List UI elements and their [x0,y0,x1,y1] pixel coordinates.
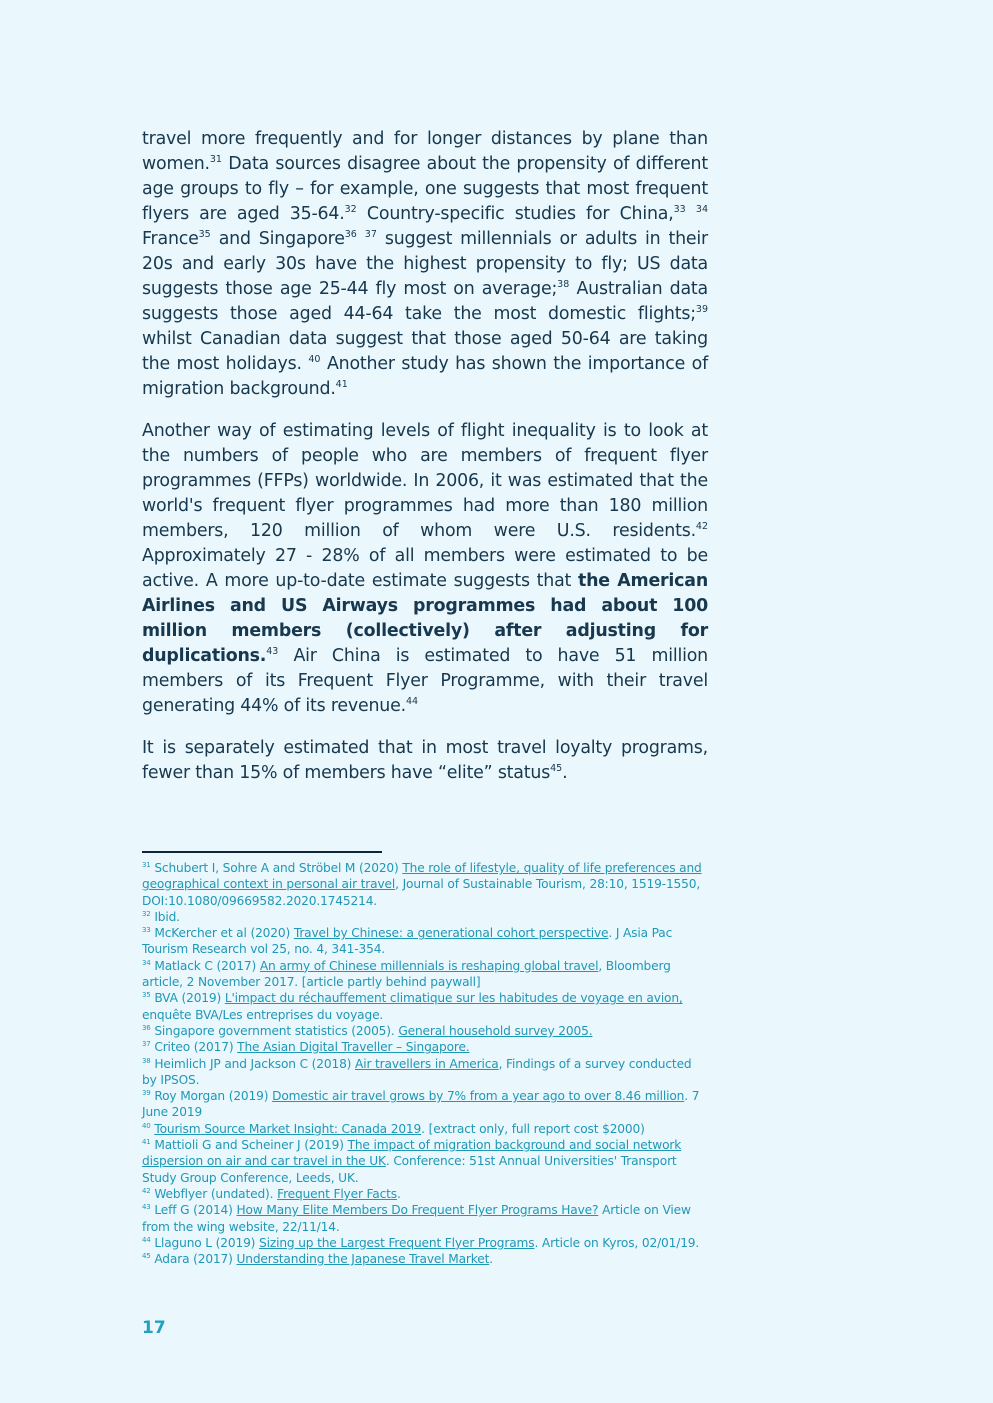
footnote [142,1056,708,1089]
footnote-number: 42 [142,1186,151,1195]
footnote-text: . Article on Kyros, 02/01/19. [534,1235,700,1250]
footnote-ref[interactable]: 43 [266,646,279,657]
footnote-text: Webflyer (undated). [150,1186,278,1201]
footnote [142,1251,708,1267]
page-number: 17 [142,1318,166,1338]
footnote-ref[interactable]: 33 [673,204,686,215]
footnote-text: Llaguno L (2019) [150,1235,260,1250]
footnote-text: enquête BVA/Les entreprises du voyage. [142,1007,384,1022]
footnote-ref[interactable]: 36 [344,229,357,240]
footnote-ref[interactable]: 34 [695,204,708,215]
footnote [142,1023,708,1039]
footnote [142,1121,708,1137]
footnote-number: 33 [142,926,151,935]
footnote [142,1186,708,1202]
footnote-link[interactable]: How Many Elite Members Do Frequent Flyer Programs Have? [236,1203,599,1218]
footnote-link[interactable]: Understanding the Japanese Travel Market [236,1252,490,1267]
footnote-link[interactable]: L'impact du réchauffement climatique sur les habitudes de voyage en avion, [224,991,683,1006]
footnote-text: Heimlich JP and Jackson C (2018) [150,1056,356,1071]
main-text [142,127,708,803]
footnote-text: , Bloomberg article, 2 November 2017. [article partly behind paywall] [142,958,671,990]
footnotes [142,860,708,1267]
footnote-divider [142,851,382,853]
footnote [142,909,708,925]
footnote-link[interactable]: Sizing up the Largest Frequent Flyer Programs [259,1235,535,1250]
footnote-text: Schubert I, Sohre A and Ströbel M (2020) [150,861,403,875]
footnote-number: 37 [142,1040,151,1049]
bold-emphasis: the American Airlines and US Airways programmes had about 100 million members (collectively) after adjusting for duplications. [142,571,708,666]
footnote-ref[interactable]: 38 [557,279,570,290]
footnote-number: 35 [142,991,151,1000]
footnote-ref[interactable]: 32 [344,204,357,215]
footnote-text: Mattioli G and Scheiner J (2019) [150,1138,348,1153]
footnote-number: 31 [142,861,151,869]
footnote-ref[interactable]: 35 [198,229,211,240]
footnote [142,1039,708,1055]
footnote [142,925,708,958]
footnote-link[interactable]: The role of lifestyle, quality of life preferences and geographical context in personal air travel [142,861,702,892]
footnote-text: Article on View from the wing website, 22/11/14. [142,1203,691,1234]
footnote-ref[interactable]: 41 [335,379,348,390]
paragraph-3: It is separately estimated that in most travel loyalty programs, fewer than 15% of members have “elite” status$^{45}$. [142,738,708,783]
footnote-text: Singapore government statistics (2005). [150,1023,399,1038]
footnote-ref[interactable]: 37 [364,229,377,240]
footnote-ref[interactable]: 39 [695,304,708,315]
footnote-link[interactable]: The impact of migration background and social network dispersion on air and car travel in the UK [142,1138,682,1169]
footnote-text: Roy Morgan (2019) [150,1089,273,1104]
footnote-number: 32 [142,909,151,918]
footnote-link[interactable]: Domestic air travel grows by 7% from a year ago to over 8.46 million [272,1089,685,1104]
footnote-number: 40 [142,1121,151,1130]
footnote-text: Criteo (2017) [150,1040,238,1055]
footnote-text: McKercher et al (2020) [150,926,294,941]
footnote-number: 38 [142,1056,151,1065]
footnote-text: Adara (2017) [150,1252,237,1267]
footnote-text: . [489,1252,493,1267]
footnote-text: Leff G (2014) [150,1203,237,1218]
footnote-ref[interactable]: 45 [550,763,563,774]
footnote-text: , Findings of a survey conducted by IPSOS. [142,1056,692,1087]
footnote-link[interactable]: Frequent Flyer Facts [277,1186,397,1201]
footnote-number: 45 [142,1252,151,1261]
footnote-link[interactable]: Air travellers in America [355,1056,499,1071]
paragraph-2: Another way of estimating levels of flight inequality is to look at the numbers of people who are members of frequent flyer programmes (FFPs) worldwide. In 2006, it was estimated that the world's frequent flyer programmes had more than 180 million members, 120 million of whom were U.S. residents.$^{42}$ Approximately 27 - 28% of all members were estimated to be active. A more up-to-date estimate suggests that the American Airlines and US Airways programmes had about 100 million members (collectively) after adjusting for duplications.$^{43}$ Air China is estimated to have 51 million members of its Frequent Flyer Programme, with their travel generating 44% of its revenue.$^{44}$ [142,421,708,716]
footnote-text: . J Asia Pac Tourism Research vol 25, no. 4, 341-354. [142,926,673,957]
footnote [142,1202,708,1235]
footnote-text: Ibid. [150,909,180,924]
footnote-ref[interactable]: 44 [405,696,419,707]
footnote-number: 34 [142,958,151,967]
footnote [142,990,708,1023]
footnote-link[interactable]: General household survey 2005. [398,1023,593,1038]
footnote-ref[interactable]: 31 [209,154,222,165]
footnote [142,1235,708,1251]
footnote-text: . 7 June 2019 [142,1089,700,1120]
footnote-ref[interactable]: 42 [695,521,708,532]
footnote-number: 39 [142,1089,151,1098]
footnote-text: . Conference: 51st Annual Universities' Transport Study Group Conference, Leeds, UK. [142,1154,677,1185]
footnote-link[interactable]: Travel by Chinese: a generational cohort perspective [293,926,609,941]
footnote [142,860,708,909]
footnote [142,958,708,991]
footnote-link[interactable]: An army of Chinese millennials is reshaping global travel [259,958,599,973]
footnote [142,1137,708,1186]
footnote-link[interactable]: Tourism Source Market Insight: Canada 2019 [154,1121,422,1136]
footnote-number: 43 [142,1203,151,1212]
footnote-text: Matlack C (2017) [150,958,260,973]
footnote-text: , Journal of Sustainable Tourism, 28:10, 1519-1550, DOI:10.1080/09669582.2020.1745214. [142,877,701,908]
paragraph-1: travel more frequently and for longer distances by plane than women.$^{31}$ Data sources disagree about the propensity of different age groups to fly – for example, one suggests that most frequent flyers are aged 35-64.32 Country-specific studies for China,$^{33}$ $^{34}$ France$^{35}$ and Singapore$^{36}$ $^{37}$ suggest millennials or adults in their 20s and early 30s have the highest propensity to fly; US data suggests those age 25-44 fly most on average;$^{38}$ Australian data suggests those aged 44-64 take the most domestic flights;$^{39}$ whilst Canadian data suggest that those aged 50-64 are taking the most holidays. $^{40}$ Another study has shown the importance of migration background.$^{41}$ [142,129,709,399]
footnote-number: 44 [142,1235,151,1244]
footnote [142,1088,708,1121]
footnote-text: BVA (2019) [150,991,225,1006]
footnote-text: . [397,1186,401,1201]
footnote-number: 41 [142,1138,151,1147]
footnote-link[interactable]: The Asian Digital Traveller – Singapore. [237,1040,470,1055]
footnote-ref[interactable]: 40 [308,354,321,365]
footnote-number: 36 [142,1023,151,1032]
footnote-text: . [extract only, full report cost $2000) [421,1121,645,1136]
